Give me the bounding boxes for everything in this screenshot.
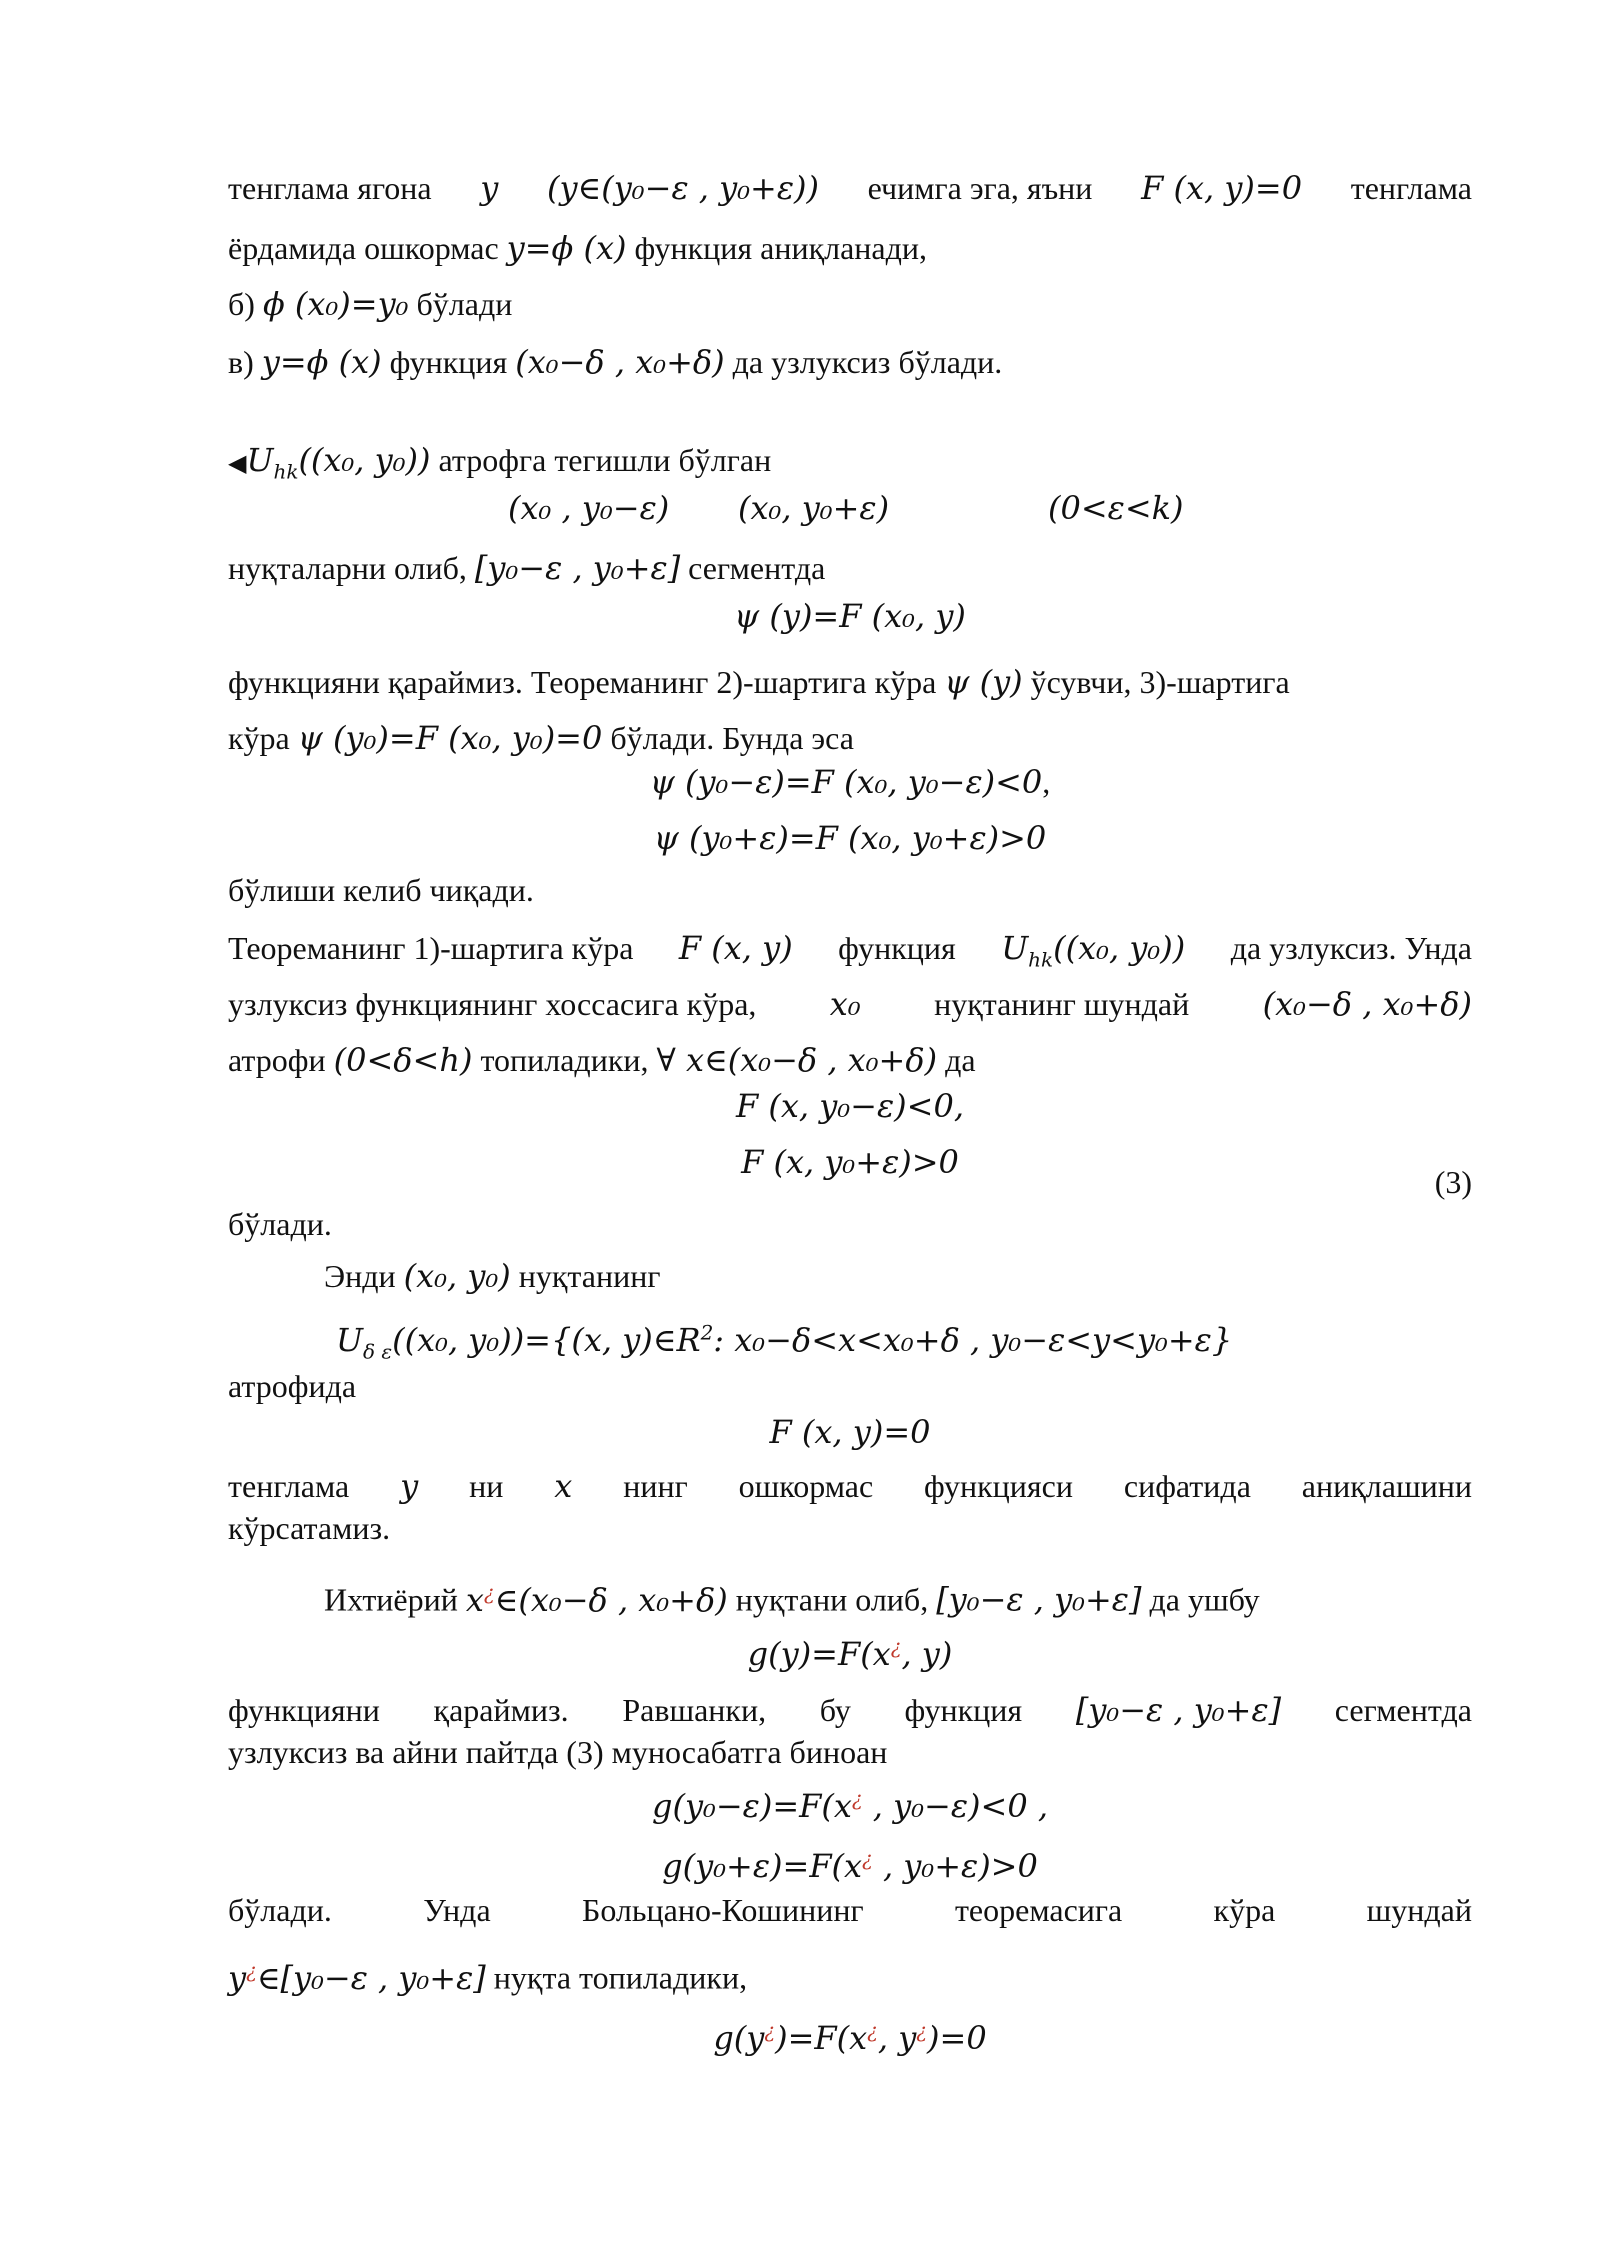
text-fragment: нуқтанинг [510,1258,661,1294]
paragraph-line [228,548,1472,588]
word: бўлади. [228,1892,332,1928]
math-expression: [y₀−ε , y₀+ε] [936,1580,1142,1619]
math-expression [713,2019,986,2057]
word: аниқлашини [1301,1468,1472,1504]
math-fragment: g(y [713,2018,765,2057]
math-expression: ψ (y₀)=F (x₀, y₀)=0 [297,719,603,757]
subscript: hk [273,459,299,484]
display-equation [228,1086,1472,1126]
math-fragment: : x₀−δ<x<x₀+δ , y₀−ε<y<y₀+ε} [713,1320,1233,1359]
text-fragment: Энди [324,1258,404,1294]
math-expression: (y∈(y₀−ε , y₀+ε)) [546,169,819,207]
superscript: ¿ [246,1958,257,1982]
word: тенглама [228,1468,350,1504]
text-fragment: кўрсатамиз. [228,1510,391,1546]
punctuation: , [1042,764,1051,800]
display-equation [228,1626,1472,1674]
word: функцияни [228,1692,380,1728]
text-fragment: нуқтани олиб, [727,1581,937,1618]
math-expression: F (x, y)=0 [769,1413,931,1451]
math-expression [652,1787,1048,1825]
text-fragment: функция [381,344,516,380]
math-expression: ψ (y) [944,663,1023,701]
math-expression: (0<ε<k) [1048,489,1184,527]
display-equation [228,1142,1472,1182]
paragraph-line [228,342,1472,382]
paragraph-line [228,1204,1472,1244]
text-fragment: бўлади. Бунда эса [602,720,854,756]
math-expression: (x₀−δ , x₀+δ) [515,343,725,381]
subscript: hk [1028,947,1054,972]
paragraph-line [228,440,1472,491]
math-fragment: g(y₀−ε)=F(x [651,1786,852,1825]
math-expression [246,441,431,484]
math-expression: (x₀−δ , x₀+δ) [1262,985,1472,1023]
neighborhood-symbol: U [246,441,274,479]
text-fragment: топиладики, [472,1042,657,1078]
math-fragment: ((x₀, y₀)) [1053,929,1186,967]
text-fragment: кўра [228,720,298,756]
text-fragment: тенглама ягона [228,170,432,206]
text-fragment: бўлади [408,286,513,322]
superscript: ¿ [764,2018,776,2042]
math-expression: y=ϕ (x) [506,229,627,267]
paragraph-line [228,1690,1472,1730]
math-expression: (x₀ , y₀−ε) [508,489,670,527]
text-fragment: узлуксиз функциянинг хоссасига кўра, [228,986,757,1022]
math-fragment: g(y₀+ε)=F(x [662,1846,863,1885]
math-variable: x [554,1467,573,1505]
paragraph-line [228,1256,1472,1296]
text-fragment: тенглама [1350,170,1472,206]
word: бу [819,1692,851,1728]
text-fragment: да узлуксиз бўлади. [724,344,1003,380]
display-equation [228,1412,1472,1452]
text-fragment: функция [838,930,956,966]
math-expression: [y₀−ε , y₀+ε] [1075,1691,1282,1729]
math-fragment: , y [877,2018,917,2057]
text-fragment: ўсувчи, 3)-шартига [1022,664,1290,700]
neighborhood-symbol: U [336,1320,363,1359]
display-equation [228,596,1472,636]
math-expression [662,1847,1038,1885]
math-expression: y=ϕ (x) [261,343,382,381]
paragraph-line [228,1890,1472,1930]
math-fragment: )=F(x [775,2018,868,2057]
math-expression: F (x, y₀+ε)>0 [741,1143,959,1181]
word: кўра [1213,1892,1276,1928]
math-fragment: , y₀−ε)<0 , [862,1786,1049,1825]
math-expression: F (x, y₀−ε)<0, [736,1087,964,1125]
text-fragment: ёрдамида ошкормас [228,230,507,266]
math-expression [748,1635,953,1673]
equation-number: (3) [1434,1164,1472,1200]
math-expression: (x₀, y₀) [403,1257,511,1295]
word: Равшанки, [622,1692,767,1728]
text-fragment: да ушбу [1141,1581,1260,1618]
paragraph-line [228,984,1472,1024]
word: функция [904,1692,1023,1728]
math-expression [336,1320,1233,1364]
math-expression: (x₀, y₀+ε) [738,489,890,527]
word: функцияси [924,1468,1073,1504]
word: теоремасига [954,1892,1123,1928]
text-fragment: нуқта топиладики, [485,1959,748,1996]
math-fragment: ∈[y₀−ε , y₀+ε] [256,1958,486,1997]
paragraph-line [228,284,1472,324]
text-fragment: ечимга эга, яъни [867,170,1093,206]
superscript: ¿ [862,1846,873,1870]
text-fragment: нуқталарни олиб, [228,550,475,586]
text-fragment: функция аниқланади, [626,230,928,266]
math-fragment: g(y)=F(x [747,1634,891,1673]
text-fragment: функцияни қараймиз. Теореманинг 2)-шартига кўра [228,664,945,700]
text-fragment: бўлади. [228,1206,332,1242]
text-fragment: Теореманинг 1)-шартига кўра [228,930,634,966]
paragraph-line [228,1572,1472,1620]
paragraph-line [228,1466,1472,1506]
paragraph-line [228,1366,1472,1406]
math-expression: y [480,169,499,207]
display-equation [228,2010,1472,2058]
display-equation [228,818,1472,858]
math-expression: (0<δ<h) [333,1041,473,1079]
math-expression [228,1959,486,1997]
text-fragment: атрофи [228,1042,334,1078]
math-fragment: ((x₀, y₀)) [298,441,431,479]
text-fragment: да узлуксиз. Унда [1230,930,1472,966]
math-expression: [y₀−ε , y₀+ε] [474,549,681,587]
word: ни [469,1468,504,1504]
paragraph-line [228,1040,1472,1080]
math-expression: F (x, y) [678,929,793,967]
paragraph-line [228,1732,1472,1772]
display-equation [228,1312,1472,1371]
superscript: 2 [700,1320,714,1344]
text-fragment: бўлиши келиб чиқади. [228,872,534,908]
text-fragment: нуқтанинг шундай [934,986,1190,1022]
math-expression [466,1581,728,1619]
proof-start-icon: ◀ [228,449,247,477]
text-fragment: атрофга тегишли бўлган [430,442,772,478]
word: сегментда [1334,1692,1472,1728]
paragraph-line [228,718,1472,758]
math-expression [1001,928,1185,979]
text-fragment: Ихтиёрий [324,1581,466,1618]
math-fragment: x [465,1580,484,1619]
math-expression: ∀ x∈(x₀−δ , x₀+δ) [656,1041,938,1079]
neighborhood-symbol: U [1001,929,1029,967]
text-fragment: узлуксиз ва айни пайтда (3) муносабатга биноан [228,1734,888,1770]
text-fragment: в) [228,344,262,380]
paragraph-line [228,1508,1472,1548]
display-equation [228,1778,1472,1826]
word: Больцано-Кошининг [581,1892,864,1928]
superscript: ¿ [890,1634,902,1658]
word: қараймиз. [433,1692,569,1728]
word: сифатида [1123,1468,1251,1504]
subscript: δ ε [362,1339,393,1364]
word: Унда [423,1892,491,1928]
paragraph-line [228,870,1472,910]
math-fragment: )=0 [927,2018,987,2057]
math-fragment: ∈(x₀−δ , x₀+δ) [494,1580,728,1619]
paragraph-line [228,928,1472,979]
paragraph-line [228,228,1472,268]
math-expression: ψ (y₀−ε)=F (x₀, y₀−ε)<0 [649,763,1043,801]
paragraph-line [228,1950,1472,1998]
word: ошкормас [738,1468,874,1504]
word: шундай [1366,1892,1472,1928]
math-expression: F (x, y)=0 [1141,169,1303,207]
math-fragment: , y) [901,1634,953,1673]
math-fragment: ((x₀, y₀))={(x, y)∈R [392,1320,701,1359]
text-fragment: атрофида [228,1368,357,1404]
math-expression: ϕ (x₀)=y₀ [262,285,409,323]
math-expression: ψ (y)=F (x₀, y) [734,597,966,635]
superscript: ¿ [867,2018,878,2042]
math-expression: x₀ [829,985,861,1023]
word: нинг [623,1468,688,1504]
superscript: ¿ [851,1786,863,1810]
display-equation [228,762,1472,802]
paragraph-line [228,168,1472,208]
superscript: ¿ [483,1580,495,1604]
math-fragment: , y₀+ε)>0 [872,1846,1038,1885]
display-equation [228,1838,1472,1886]
text-fragment: б) [228,286,263,322]
text-fragment: да [937,1042,976,1078]
paragraph-line [228,662,1472,702]
math-variable: y [400,1467,419,1505]
text-fragment: сегментда [680,550,826,586]
superscript: ¿ [916,2018,928,2042]
math-expression: ψ (y₀+ε)=F (x₀, y₀+ε)>0 [653,819,1047,857]
math-fragment: y [228,1958,247,1997]
